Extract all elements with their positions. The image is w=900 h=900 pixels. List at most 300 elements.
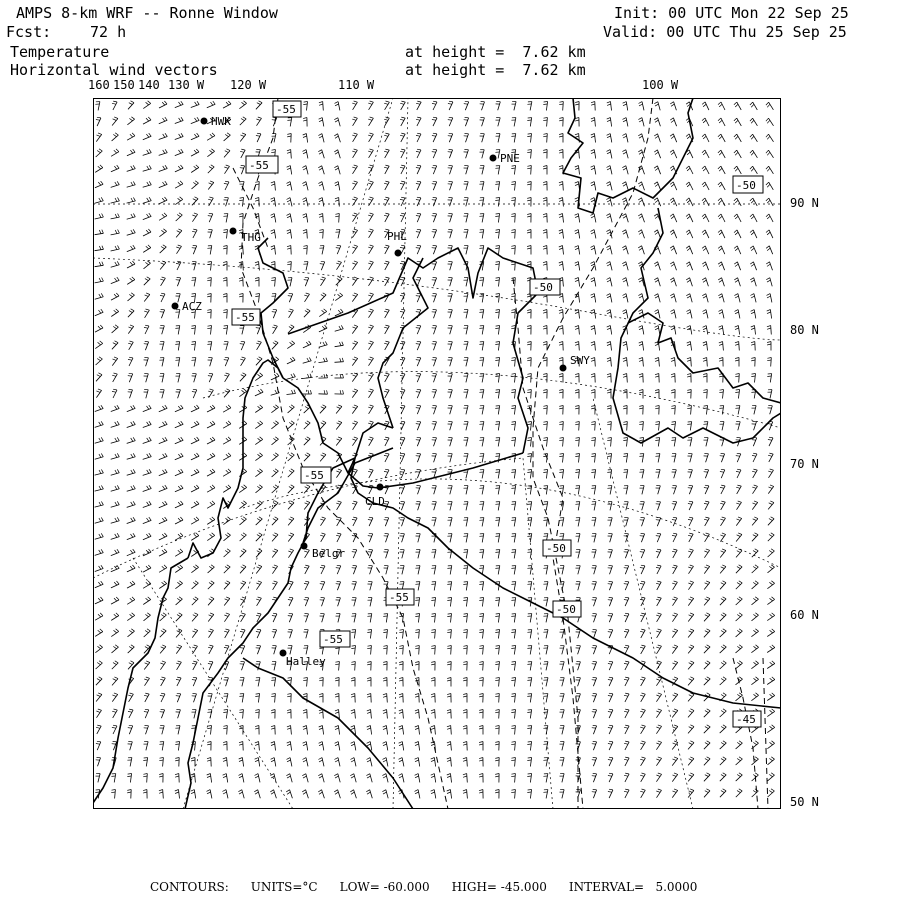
wind-barb-feather [131, 293, 134, 295]
wind-barb-feather [689, 679, 693, 681]
wind-barb [225, 358, 229, 366]
wind-barb-feather [287, 230, 291, 232]
wind-barb-feather [131, 101, 135, 103]
wind-barb [243, 710, 244, 719]
wind-barb [191, 424, 199, 428]
wind-barb-feather [212, 453, 215, 456]
wind-barb [466, 166, 469, 175]
wind-barb-feather [303, 168, 307, 170]
wind-barb-feather [101, 517, 103, 520]
wind-barb [466, 134, 469, 142]
wind-barb-feather [224, 183, 228, 184]
wind-barb-feather [591, 184, 595, 186]
wind-barb [705, 166, 709, 174]
wind-barb-feather [766, 198, 769, 201]
wind-barb [609, 582, 612, 590]
wind-barb-feather [228, 101, 231, 104]
wind-barb-feather [753, 469, 757, 470]
wind-barb [594, 246, 596, 255]
wind-barb-feather [687, 264, 690, 266]
wind-barb [434, 326, 437, 334]
wind-barb-feather [181, 133, 183, 136]
wind-barb [769, 438, 773, 446]
wind-barb-feather [415, 616, 419, 617]
wind-barb-feather [99, 262, 101, 266]
wind-barb [193, 390, 197, 398]
wind-barb [625, 582, 629, 590]
wind-barb [690, 310, 692, 319]
wind-barb [658, 134, 661, 142]
wind-barb-feather [133, 437, 135, 440]
wind-barb [594, 534, 596, 543]
wind-barb-feather [178, 534, 181, 537]
wind-barb-feather [737, 519, 741, 521]
wind-barb-feather [607, 374, 611, 375]
wind-barb-feather [99, 149, 102, 151]
wind-barb-feather [165, 453, 167, 456]
wind-barb [721, 150, 725, 158]
wind-barb-feather [287, 216, 291, 218]
wind-barb-feather [273, 487, 276, 489]
wind-barb-feather [193, 615, 197, 617]
wind-barb [767, 615, 774, 620]
wind-barb-feather [163, 118, 165, 121]
wind-barb-feather [449, 133, 453, 134]
wind-barb-feather [257, 133, 261, 134]
wind-barb-feather [640, 679, 644, 680]
wind-barb-feather [706, 549, 710, 550]
wind-barb-feather [194, 438, 197, 441]
wind-barb-feather [527, 360, 531, 361]
wind-barb [162, 390, 164, 399]
wind-barb [127, 217, 136, 219]
wind-barb [111, 265, 120, 268]
wind-barb-feather [226, 149, 230, 151]
wind-barb-feather [448, 630, 452, 631]
wind-barb-feather [607, 168, 611, 170]
wind-barb-feather [178, 422, 180, 425]
wind-barb-feather [625, 677, 629, 678]
wind-barb-feather [118, 245, 120, 249]
wind-barb-feather [772, 613, 775, 616]
wind-barb-feather [463, 662, 467, 663]
wind-barb-feather [401, 453, 405, 454]
wind-barb-feather [623, 390, 627, 391]
wind-barb-feather [255, 278, 259, 279]
wind-barb [466, 294, 468, 303]
wind-barb-feather [641, 613, 645, 614]
wind-barb-feather [671, 328, 675, 330]
wind-barb [706, 438, 708, 447]
wind-barb [482, 118, 485, 127]
wind-barb-feather [575, 472, 579, 473]
wind-barb-feather [625, 565, 629, 566]
wind-barb [498, 534, 500, 543]
wind-barb-feather [496, 278, 500, 279]
wind-barb-feather [463, 664, 467, 665]
wind-barb [690, 294, 692, 303]
wind-barb-feather [639, 120, 643, 122]
wind-barb-feather [99, 534, 101, 537]
wind-barb-feather [575, 440, 579, 441]
wind-barb-feather [211, 165, 214, 167]
wind-barb-feather [287, 168, 291, 170]
wind-barb-feather [208, 262, 212, 263]
wind-barb-feather [702, 246, 705, 248]
wind-barb [370, 630, 371, 639]
wind-barb-feather [591, 358, 595, 359]
wind-barb [515, 230, 516, 239]
wind-barb-feather [239, 216, 243, 217]
wind-barb-feather [671, 200, 674, 203]
wind-barb [339, 662, 340, 671]
wind-barb-feather [638, 182, 641, 184]
wind-barb [191, 488, 199, 492]
wind-barb-feather [416, 200, 420, 201]
wind-barb-feather [718, 182, 721, 185]
wind-barb-feather [337, 423, 341, 425]
wind-barb-feather [671, 312, 675, 314]
wind-barb [305, 566, 309, 574]
wind-barb [385, 470, 389, 478]
wind-barb-feather [559, 310, 563, 311]
wind-barb-feather [399, 662, 403, 663]
wind-barb-feather [370, 213, 374, 214]
wind-barb [705, 118, 709, 126]
wind-barb-feather [754, 485, 758, 486]
wind-barb-feather [575, 168, 579, 170]
wind-barb [770, 262, 773, 270]
wind-barb [290, 278, 292, 287]
wind-barb-feather [401, 437, 405, 438]
wind-barb-feather [656, 647, 660, 648]
wind-barb [191, 456, 199, 460]
wind-barb-feather [718, 166, 721, 169]
wind-barb-feather [353, 375, 357, 377]
wind-barb-feather [318, 166, 321, 168]
wind-barb [111, 631, 118, 636]
wind-barb [418, 566, 420, 575]
wind-barb [143, 169, 152, 172]
wind-barb [223, 519, 230, 524]
wind-barb-feather [305, 423, 308, 425]
wind-barb [306, 630, 308, 639]
wind-barb-feather [495, 696, 499, 697]
wind-barb [595, 422, 596, 431]
wind-barb-feather [223, 278, 227, 279]
wind-barb [434, 390, 437, 398]
wind-barb-feather [591, 168, 595, 170]
wind-barb-feather [703, 390, 707, 391]
wind-barb-feather [753, 567, 756, 569]
wind-barb [159, 536, 167, 540]
wind-barb [95, 457, 104, 459]
wind-barb-feather [261, 389, 264, 392]
wind-barb [642, 486, 644, 495]
wind-barb [466, 406, 468, 415]
wind-barb [401, 310, 405, 318]
wind-barb [387, 630, 388, 639]
wind-barb-feather [767, 184, 770, 187]
wind-barb-feather [655, 120, 658, 122]
wind-barb [754, 406, 756, 415]
wind-barb [306, 182, 308, 191]
wind-barb-feather [543, 246, 547, 247]
wind-barb-feather [114, 150, 117, 153]
wind-barb [706, 406, 707, 415]
wind-barb-feather [431, 678, 435, 679]
wind-barb [417, 166, 421, 174]
wind-barb-feather [400, 263, 404, 264]
wind-barb-feather [368, 231, 372, 232]
wind-barb-feather [496, 294, 500, 295]
wind-barb-feather [367, 710, 371, 711]
wind-barb-feather [271, 184, 275, 185]
wind-barb-feather [240, 198, 244, 199]
wind-barb-feather [770, 598, 773, 601]
wind-barb-feather [639, 296, 643, 298]
wind-barb-feather [772, 629, 775, 632]
wind-barb-feather [255, 712, 259, 713]
wind-barb [626, 342, 627, 351]
wind-barb-feather [447, 616, 451, 617]
wind-barb-feather [176, 247, 180, 248]
wind-barb-feather [495, 264, 499, 265]
wind-barb [626, 294, 628, 303]
wind-barb [674, 470, 677, 479]
wind-barb-feather [128, 359, 132, 360]
wind-barb-feather [624, 438, 628, 439]
wind-barb-feather [719, 200, 722, 203]
wind-barb-feather [559, 262, 563, 264]
wind-barb-feather [178, 486, 181, 489]
wind-barb-feather [239, 214, 243, 215]
wind-barb [370, 566, 373, 575]
lon-label-160: 160 [88, 78, 110, 92]
wind-barb-feather [607, 200, 611, 202]
wind-barb-feather [607, 232, 611, 234]
wind-barb [451, 646, 452, 655]
wind-barb [563, 422, 564, 431]
wind-barb-feather [415, 678, 419, 679]
wind-barb [275, 694, 276, 703]
wind-barb-feather [259, 517, 262, 519]
wind-barb-feather [671, 376, 675, 377]
wind-barb-feather [115, 214, 117, 218]
wind-barb-feather [417, 213, 421, 214]
wind-barb-feather [319, 152, 322, 154]
wind-barb-feather [144, 712, 148, 713]
wind-barb [435, 710, 436, 719]
wind-barb-feather [607, 120, 611, 122]
wind-barb [579, 166, 580, 175]
wind-barb-feather [723, 629, 727, 631]
wind-barb [226, 198, 229, 207]
wind-barb [242, 694, 244, 703]
wind-barb-feather [224, 360, 228, 361]
wind-barb-feather [751, 326, 755, 328]
wind-barb-feather [768, 440, 772, 441]
wind-barb-feather [686, 134, 689, 137]
wind-barb [209, 374, 213, 382]
wind-barb-feather [210, 389, 214, 390]
wind-barb-feather [719, 358, 723, 359]
wind-barb-feather [160, 295, 164, 296]
wind-barb [673, 246, 676, 254]
wind-barb-feather [370, 229, 374, 230]
wind-barb-feather [655, 358, 659, 359]
wind-barb-feather [639, 424, 643, 425]
wind-barb-feather [117, 581, 120, 584]
wind-barb [193, 678, 197, 686]
wind-barb-feather [607, 326, 611, 328]
wind-barb [450, 566, 452, 575]
wind-barb-feather [303, 712, 307, 713]
wind-barb [610, 294, 612, 303]
wind-barb-feather [623, 360, 627, 361]
wind-barb [195, 326, 196, 335]
wind-barb-feather [416, 184, 420, 185]
wind-barb-feather [559, 198, 563, 199]
wind-barb-feather [208, 391, 212, 392]
wind-barb [95, 297, 104, 300]
wind-barb-feather [385, 341, 389, 342]
wind-barb-feather [543, 376, 547, 377]
wind-barb [191, 168, 199, 173]
wind-barb-feather [242, 102, 245, 105]
wind-barb [610, 166, 612, 175]
wind-barb [434, 310, 437, 318]
wind-barb-feather [147, 454, 149, 457]
wind-barb [547, 134, 548, 143]
wind-barb [721, 486, 725, 494]
wind-barb-feather [670, 294, 674, 296]
wind-barb [239, 487, 246, 492]
wind-barb-feather [133, 405, 135, 408]
wind-barb-feather [671, 216, 674, 219]
wind-barb-feather [772, 677, 775, 680]
wind-barb [466, 502, 468, 511]
wind-barb-feather [354, 213, 358, 214]
wind-barb [209, 662, 213, 670]
wind-barb [321, 566, 325, 574]
wind-barb-feather [354, 405, 358, 407]
wind-barb-feather [719, 168, 722, 171]
wind-barb [610, 550, 613, 559]
wind-barb [723, 390, 724, 399]
wind-barb-feather [672, 520, 676, 521]
wind-barb [771, 326, 772, 335]
wind-barb [450, 246, 453, 255]
wind-barb [689, 534, 693, 542]
wind-barb-feather [239, 296, 243, 297]
wind-barb [721, 102, 725, 110]
wind-barb-feather [639, 248, 642, 250]
wind-barb-feather [690, 597, 694, 599]
wind-barb-feather [289, 597, 293, 598]
wind-barb-feather [277, 373, 280, 376]
wind-barb [754, 294, 756, 303]
wind-barb-feather [671, 360, 675, 361]
wind-barb [610, 566, 613, 574]
wind-barb [466, 390, 468, 399]
wind-barb-feather [383, 662, 387, 663]
wind-barb-feather [575, 278, 579, 280]
wind-barb-feather [334, 118, 338, 120]
wind-barb-feather [670, 214, 673, 217]
wind-barb-feather [133, 549, 136, 552]
wind-barb [658, 262, 661, 271]
wind-barb-feather [400, 119, 404, 120]
wind-barb-feather [639, 232, 642, 234]
wind-barb-feather [751, 312, 755, 314]
wind-barb-feather [608, 680, 612, 681]
wind-barb-feather [718, 278, 721, 280]
wind-barb-feather [400, 311, 404, 312]
wind-barb-feather [735, 280, 738, 282]
wind-barb-feather [639, 216, 642, 218]
wind-barb-feather [303, 678, 307, 679]
wind-barb [467, 630, 468, 639]
wind-barb-feather [449, 117, 453, 118]
wind-barb [95, 281, 104, 283]
wind-barb [753, 438, 756, 446]
wind-barb-feather [479, 648, 483, 649]
wind-barb [321, 262, 324, 270]
wind-barb-feather [543, 184, 547, 185]
wind-barb-feather [354, 229, 358, 230]
wind-barb-feather [673, 549, 677, 550]
wind-barb-feather [702, 182, 705, 185]
lat-label-60: 60 N [790, 608, 819, 622]
wind-barb-feather [719, 312, 723, 314]
wind-barb-feather [755, 629, 758, 632]
wind-barb-feather [385, 501, 389, 502]
wind-barb-feather [271, 710, 275, 711]
wind-barb [113, 390, 117, 398]
wind-barb-feather [495, 600, 499, 601]
wind-barb-feather [131, 518, 133, 521]
wind-barb-feather [575, 424, 579, 425]
wind-barb-feather [527, 166, 531, 167]
lon-label-120: 120 W [230, 78, 267, 92]
wind-barb-feather [495, 344, 499, 345]
wind-barb-feather [146, 230, 149, 233]
wind-barb-feather [560, 454, 564, 455]
wind-barb-feather [149, 165, 151, 168]
wind-barb [737, 198, 741, 206]
wind-barb [143, 103, 150, 108]
wind-barb-feather [766, 278, 770, 280]
wind-barb-feather [623, 248, 626, 250]
wind-barb [482, 182, 484, 191]
wind-barb [275, 278, 276, 287]
wind-barb [610, 262, 612, 271]
wind-barb [127, 119, 134, 125]
wind-barb-feather [772, 661, 775, 664]
wind-barb-feather [654, 278, 657, 280]
wind-barb-feather [655, 264, 658, 266]
wind-barb-feather [130, 262, 133, 265]
wind-barb-feather [353, 407, 357, 409]
wind-barb [159, 456, 167, 459]
wind-barb-feather [655, 216, 658, 218]
wind-barb [579, 454, 580, 463]
wind-barb-feather [496, 262, 500, 263]
wind-barb-feather [690, 629, 694, 631]
wind-barb-feather [165, 469, 167, 472]
wind-barb [737, 470, 741, 478]
